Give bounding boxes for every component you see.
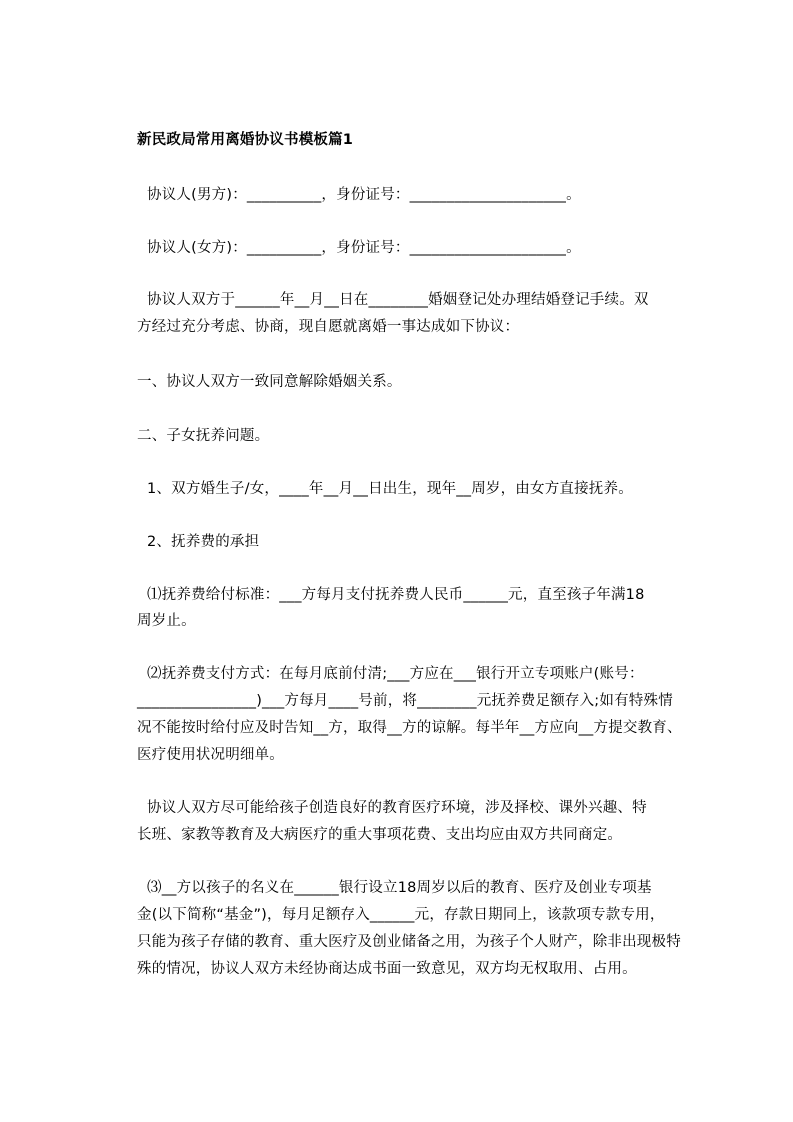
paragraph-line: ⑶__方以孩子的名义在______银行设立18周岁以后的教育、医疗及创业专项基: [147, 880, 652, 896]
clause-heading: 一、协议人双方一致同意解除婚姻关系。: [137, 374, 402, 390]
paragraph-line: 方经过充分考虑、协商，现自愿就离婚一事达成如下协议：: [137, 319, 520, 335]
paragraph-line: 医疗使用状况明细单。: [137, 747, 284, 763]
document-title: 新民政局常用离婚协议书模板篇1: [137, 132, 354, 148]
party-female-line: 协议人(女方)：__________，身份证号：_____________________。: [147, 240, 581, 256]
paragraph-line: 长班、家教等教育及大病医疗的重大事项花费、支出均应由双方共同商定。: [137, 827, 623, 843]
paragraph-line: 1、双方婚生子/女，____年__月__日出生，现年__周岁，由女方直接抚养。: [147, 481, 633, 497]
paragraph-line: ________________)___方每月____号前，将________元抚养费足额存入;如有特殊情: [137, 693, 673, 709]
paragraph-line: ⑵抚养费支付方式：在每月底前付清;___方应在___银行开立专项账户(账号：: [147, 666, 644, 682]
paragraph-line: ⑴抚养费给付标准：___方每月支付抚养费人民币______元，直至孩子年满18: [147, 587, 645, 603]
clause-heading: 二、子女抚养问题。: [137, 428, 270, 444]
paragraph-line: 协议人双方尽可能给孩子创造良好的教育医疗环境，涉及择校、课外兴趣、特: [147, 800, 647, 816]
paragraph-line: 况不能按时给付应及时告知__方，取得__方的谅解。每半年__方应向__方提交教育、: [137, 720, 682, 736]
party-male-line: 协议人(男方)：__________，身份证号：_____________________。: [147, 187, 581, 203]
paragraph-line: 周岁止。: [137, 613, 196, 629]
subclause-heading: 2、抚养费的承担: [147, 534, 260, 550]
paragraph-line: 只能为孩子存储的教育、重大医疗及创业储备之用，为孩子个人财产，除非出现极特: [137, 934, 681, 950]
paragraph-line: 金(以下简称“基金”)，每月足额存入______元，存款日期同上，该款项专款专用，: [137, 907, 665, 923]
paragraph-line: 殊的情况，协议人双方未经协商达成书面一致意见，双方均无权取用、占用。: [137, 961, 637, 977]
paragraph-line: 协议人双方于______年__月__日在________婚姻登记处办理结婚登记手续。双: [147, 292, 649, 308]
